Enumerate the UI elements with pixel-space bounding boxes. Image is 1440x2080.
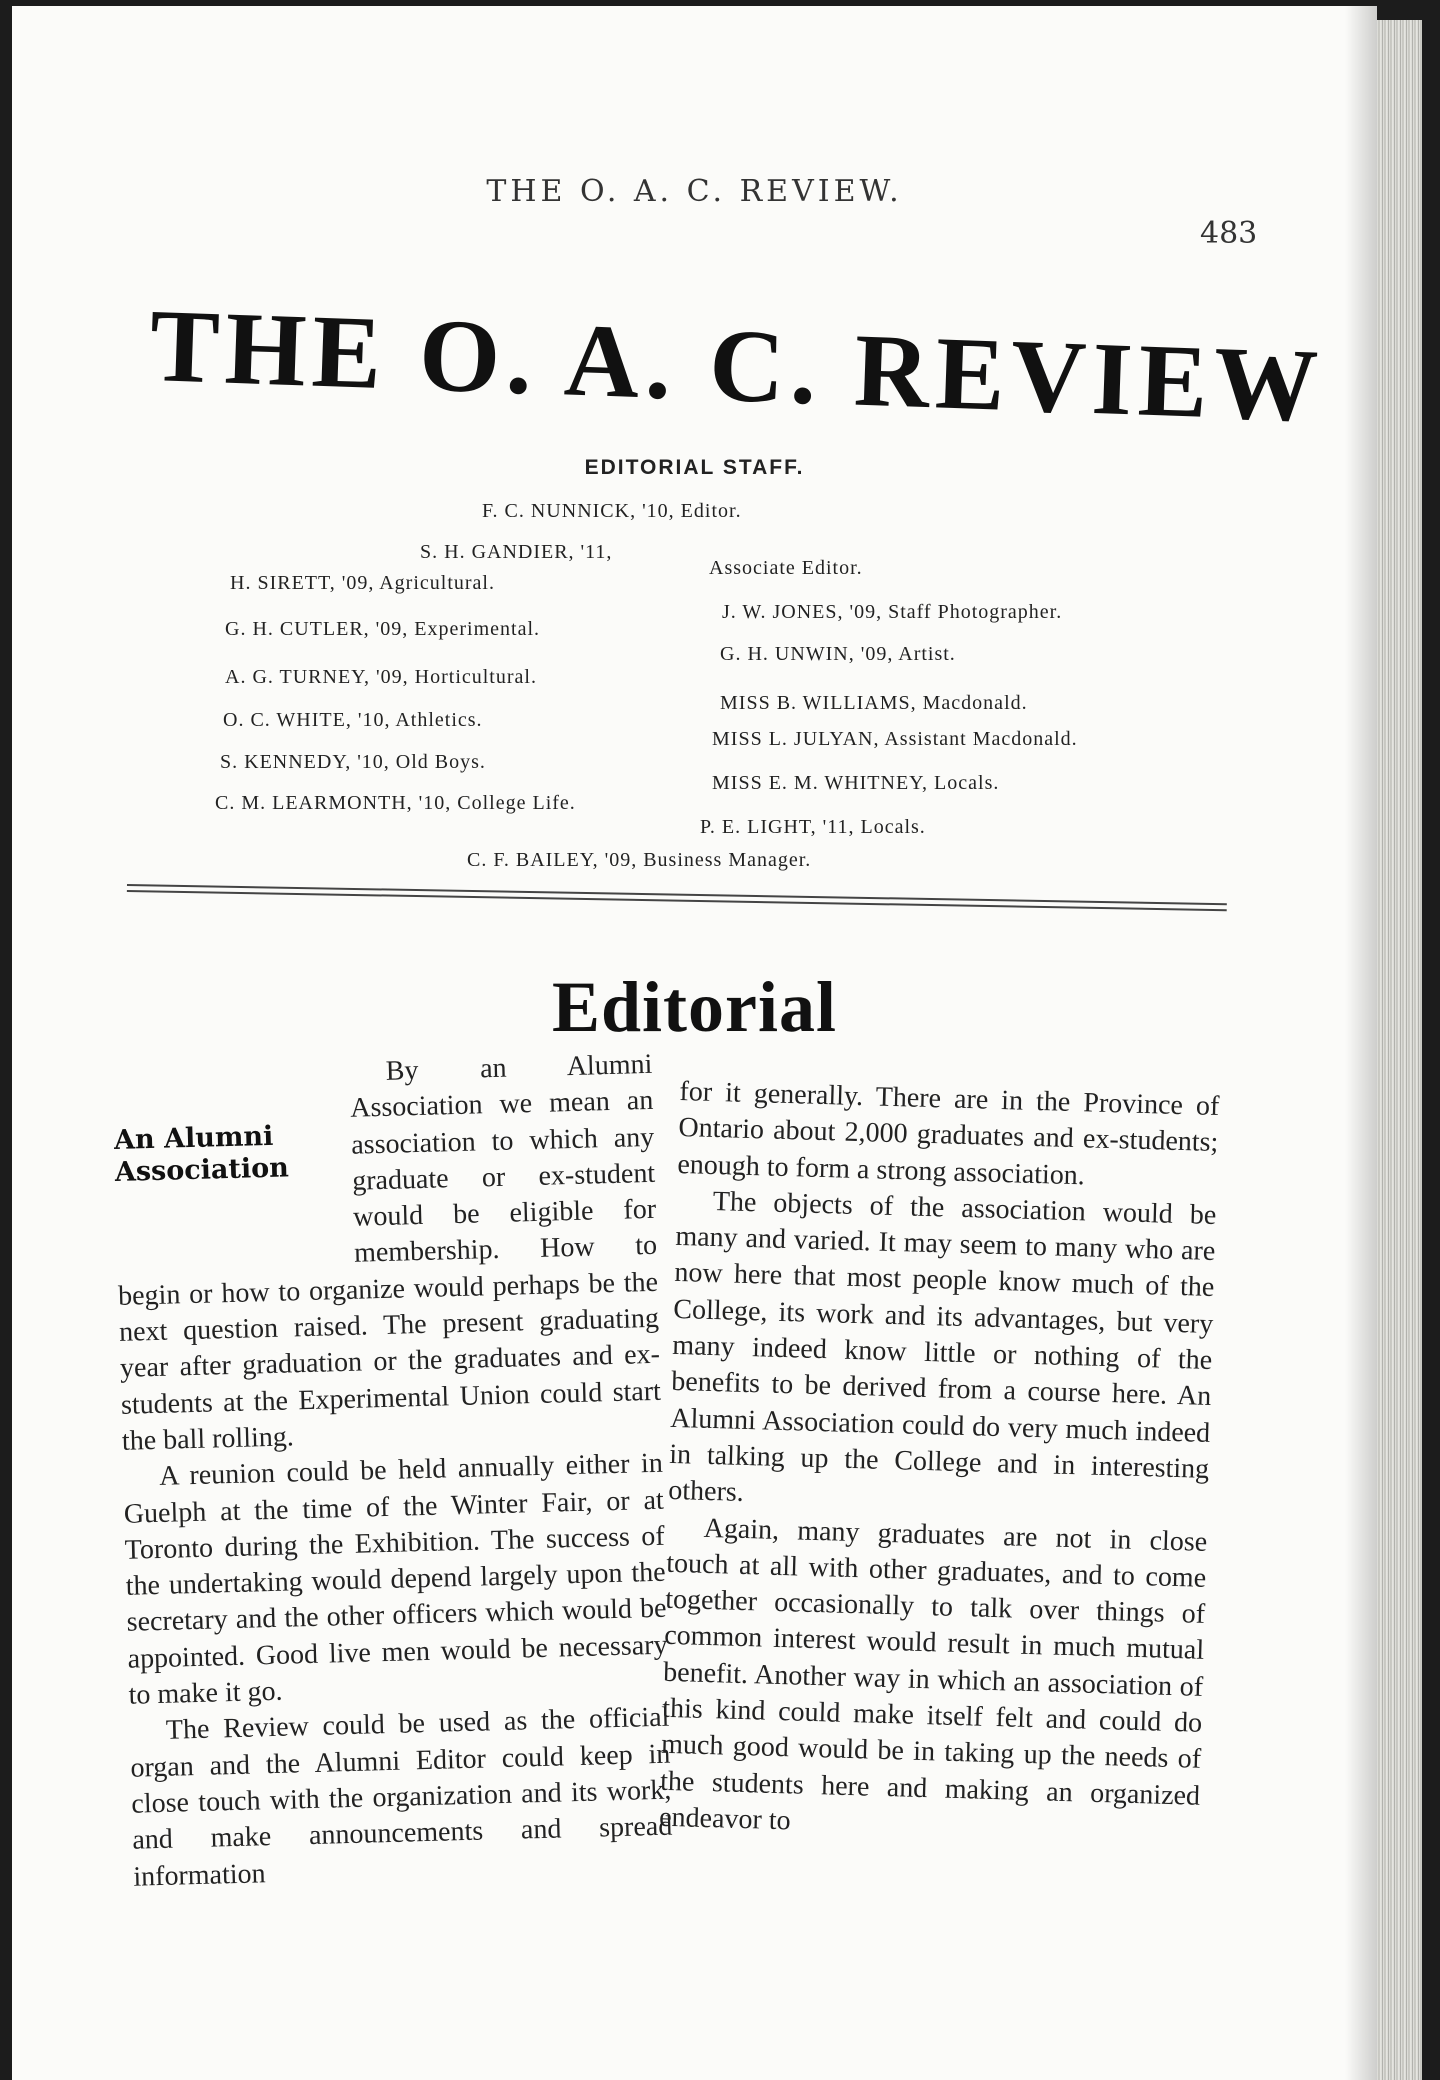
staff-associate-editor-role: Associate Editor. bbox=[709, 557, 863, 579]
staff-business-manager: C. F. BAILEY, '09, Business Manager. bbox=[467, 849, 812, 871]
editorial-left-column bbox=[112, 1047, 674, 1896]
staff-right-5: P. E. LIGHT, '11, Locals. bbox=[700, 816, 926, 838]
staff-editor: F. C. NUNNICK, '10, Editor. bbox=[482, 500, 742, 522]
staff-left-0: H. SIRETT, '09, Agricultural. bbox=[230, 572, 495, 594]
masthead-title: THE O. A. C. REVIEW bbox=[147, 287, 1326, 444]
staff-right-3: MISS L. JULYAN, Assistant Macdonald. bbox=[712, 728, 1078, 750]
paragraph: By an Alumni Association we mean an association to which any graduate or ex-student would be eligible for membership. How to begin or how to organize would perhaps be the next question raised. The present graduating year after graduation or the graduates and ex-students at the Experimental Union could start the ball rolling. bbox=[117, 1048, 662, 1457]
staff-right-2: MISS B. WILLIAMS, Macdonald. bbox=[720, 692, 1028, 714]
staff-left-5: C. M. LEARMONTH, '10, College Life. bbox=[215, 792, 576, 814]
sidehead-line-1: An Alumni bbox=[113, 1120, 274, 1156]
page-number: 483 bbox=[1200, 216, 1258, 251]
staff-left-2: A. G. TURNEY, '09, Horticultural. bbox=[225, 666, 537, 688]
staff-left-3: O. C. WHITE, '10, Athletics. bbox=[223, 709, 483, 731]
staff-associate-editor: S. H. GANDIER, '11, bbox=[420, 541, 613, 563]
paragraph: The objects of the association would be many and varied. It may seem to many who are now here that most people know much of the College, its work and its advantages, but very many indeed know little or nothing of the benefits to be derived from a course here. An Alumni Association could do very much indeed in talking up the College and in interesting others. bbox=[667, 1185, 1217, 1509]
editorial-title: Editorial bbox=[551, 967, 837, 1047]
book-page-edges bbox=[1377, 20, 1422, 2080]
book-page bbox=[12, 6, 1377, 2080]
paragraph: Again, many graduates are not in close touch at all with other graduates, and to come together occasionally to talk over things of common interest would result in much mutual benefit. Another way in which an association of this kind could make itself felt and could do much good would be in taking up the needs of the students here and making an organized endeavor to bbox=[658, 1512, 1208, 1837]
editorial-right-column bbox=[659, 1074, 1220, 1851]
running-head: THE O. A. C. REVIEW. bbox=[486, 174, 903, 209]
sidehead-line-2: Association bbox=[114, 1152, 290, 1188]
staff-left-1: G. H. CUTLER, '09, Experimental. bbox=[225, 618, 540, 640]
staff-left-4: S. KENNEDY, '10, Old Boys. bbox=[220, 751, 486, 773]
staff-right-4: MISS E. M. WHITNEY, Locals. bbox=[712, 772, 1000, 794]
staff-right-1: G. H. UNWIN, '09, Artist. bbox=[720, 643, 956, 665]
double-rule-divider bbox=[127, 884, 1227, 911]
paragraph: The Review could be used as the official organ and the Alumni Editor could keep in close touch with the organization and its work, and make announcements and spread information bbox=[130, 1701, 673, 1893]
page-gutter-shadow bbox=[1345, 6, 1377, 2080]
sidehead-alumni-association bbox=[114, 1119, 343, 1275]
editorial-staff-heading: EDITORIAL STAFF. bbox=[584, 456, 805, 479]
staff-right-0: J. W. JONES, '09, Staff Photographer. bbox=[722, 601, 1063, 623]
paragraph: A reunion could be held annually either in Guelph at the time of the Winter Fair, or at Toronto during the Exhibition. The success of the undertaking would depend largely upon the secretary and the other officers which would be appointed. Good live men would be necessary to make it go. bbox=[123, 1447, 668, 1711]
paragraph: for it generally. There are in the Province of Ontario about 2,000 graduates and ex-students; enough to form a strong association. bbox=[677, 1075, 1220, 1191]
